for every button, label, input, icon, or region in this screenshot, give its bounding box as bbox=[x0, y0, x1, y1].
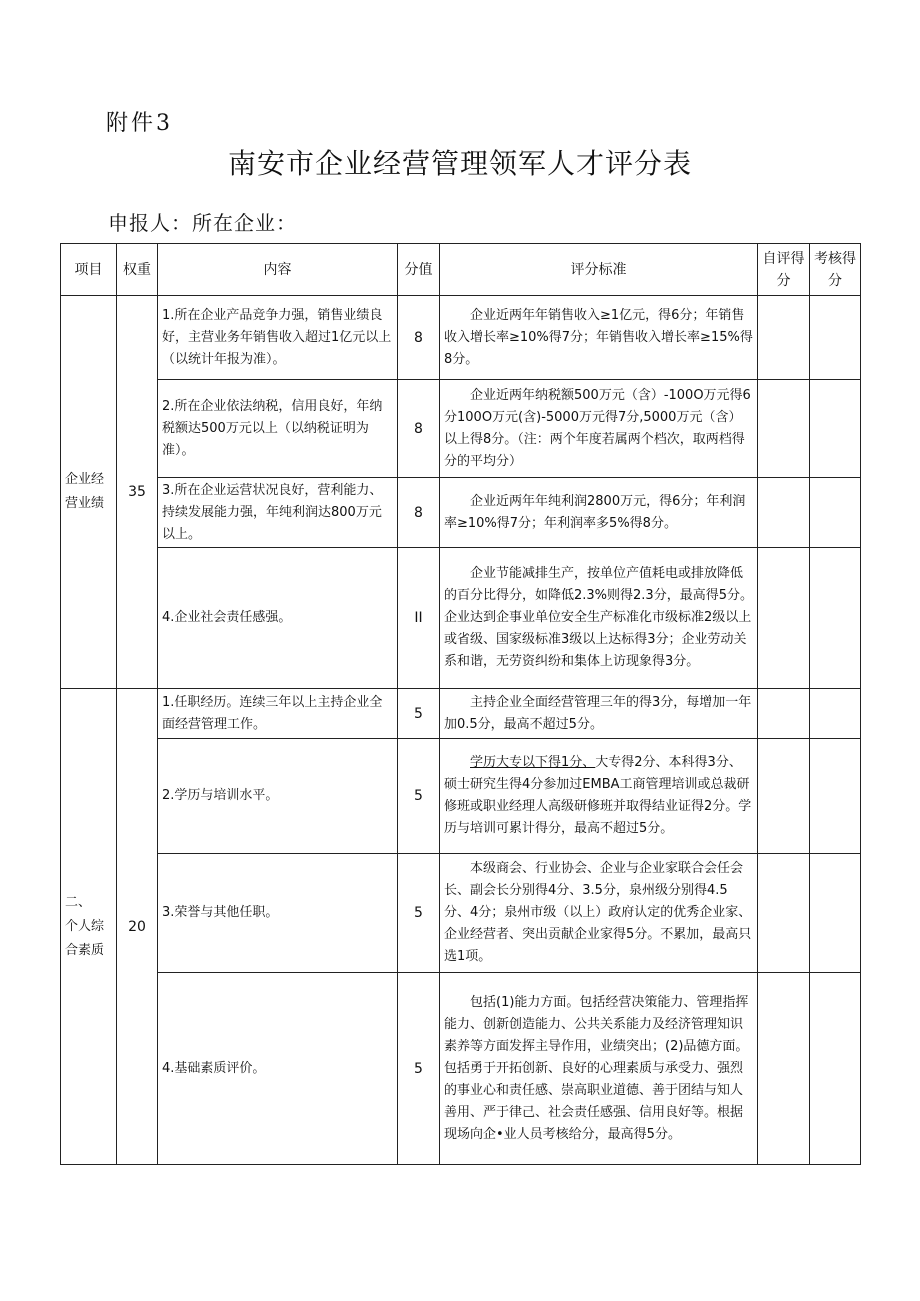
section-weight-cell: 35 bbox=[117, 296, 158, 689]
section-item-cell bbox=[61, 689, 117, 1165]
self-score-input[interactable] bbox=[758, 973, 810, 1165]
section-item-cell bbox=[61, 296, 117, 689]
score-cell: II bbox=[398, 548, 440, 689]
self-score-input[interactable] bbox=[758, 380, 810, 478]
col-header-weight: 权重 bbox=[117, 244, 158, 296]
content-cell: 3.荣誉与其他任职。 bbox=[158, 854, 398, 973]
applicant-line bbox=[108, 207, 297, 236]
section-weight-cell: 20 bbox=[117, 689, 158, 1165]
content-cell: 3.所在企业运营状况良好，营利能力、持续发展能力强，年纯利润达800万元以上。 bbox=[158, 478, 398, 548]
section-item-number: 二、 bbox=[65, 894, 92, 910]
score-cell: 8 bbox=[398, 478, 440, 548]
scoring-table bbox=[60, 243, 861, 1165]
review-score-input[interactable] bbox=[810, 973, 861, 1165]
table-row bbox=[61, 739, 861, 854]
review-score-input[interactable] bbox=[810, 854, 861, 973]
col-header-criteria: 评分标准 bbox=[440, 244, 758, 296]
table-header-row bbox=[61, 244, 861, 296]
table-row bbox=[61, 548, 861, 689]
criteria-cell: 本级商会、行业协会、企业与企业家联合会任会长、副会长分别得4分、3.5分，泉州级分别得4.5分、4分；泉州市级（以上）政府认定的优秀企业家、企业经营者、突出贡献企业家得5分。不累加，最高只选1项。 bbox=[440, 854, 758, 973]
applicant-label: 申报人： bbox=[108, 211, 192, 235]
table-row bbox=[61, 478, 861, 548]
criteria-text: 大专得2分、本科得3分、硕士研究生得4分参加过EMBA工商管理培训或总裁研修班或职业经理人高级研修班并取得结业证得2分。学历与培训可累计得分，最高不超过5分。 bbox=[444, 755, 752, 836]
review-score-input[interactable] bbox=[810, 380, 861, 478]
criteria-cell: 包括(1)能力方面。包括经营决策能力、管理指挥能力、创新创造能力、公共关系能力及经济管理知识素养等方面发挥主导作用，业绩突出；(2)品德方面。包括勇于开拓创新、良好的心理素质与承受力、强烈的事业心和责任感、崇高职业道德、善于团结与知人善用、严于律己、社会责任感强、信用良好等。根据现场向企•业人员考核给分，最高得5分。 bbox=[440, 973, 758, 1165]
self-score-input[interactable] bbox=[758, 478, 810, 548]
content-cell: 4.企业社会责任感强。 bbox=[158, 548, 398, 689]
review-score-input[interactable] bbox=[810, 739, 861, 854]
review-score-input[interactable] bbox=[810, 689, 861, 739]
review-score-input[interactable] bbox=[810, 548, 861, 689]
table-row bbox=[61, 296, 861, 380]
content-cell: 2.学历与培训水平。 bbox=[158, 739, 398, 854]
self-score-input[interactable] bbox=[758, 854, 810, 973]
self-score-input[interactable] bbox=[758, 548, 810, 689]
content-cell: 2.所在企业依法纳税，信用良好，年纳税额达500万元以上（以纳税证明为准）。 bbox=[158, 380, 398, 478]
page-title: 南安市企业经营管理领军人才评分表 bbox=[227, 147, 692, 180]
score-cell: 5 bbox=[398, 854, 440, 973]
content-cell: 4.基础素质评价。 bbox=[158, 973, 398, 1165]
score-cell: 5 bbox=[398, 739, 440, 854]
review-score-input[interactable] bbox=[810, 478, 861, 548]
content-cell: 1.所在企业产品竞争力强，销售业绩良好，主营业务年销售收入超过1亿元以上（以统计年报为准）。 bbox=[158, 296, 398, 380]
score-cell: 8 bbox=[398, 296, 440, 380]
col-header-review-score: 考核得分 bbox=[810, 244, 861, 296]
table-row bbox=[61, 689, 861, 739]
col-header-item: 项目 bbox=[61, 244, 117, 296]
company-label: 所在企业： bbox=[192, 211, 297, 235]
score-cell: 5 bbox=[398, 689, 440, 739]
table-row bbox=[61, 973, 861, 1165]
criteria-cell bbox=[440, 739, 758, 854]
criteria-cell: 企业近两年年纯利润2800万元，得6分；年利润率≥10%得7分；年利润率多5%得8分。 bbox=[440, 478, 758, 548]
score-cell: 5 bbox=[398, 973, 440, 1165]
criteria-cell: 企业节能减排生产，按单位产值耗电或排放降低的百分比得分，如降低2.3%则得2.3分，最高得5分。企业达到企事业单位安全生产标准化市级标准2级以上或省级、国家级标准3级以上达标得3分；企业劳动关系和谐，无劳资纠纷和集体上访现象得3分。 bbox=[440, 548, 758, 689]
col-header-score: 分值 bbox=[398, 244, 440, 296]
col-header-self-score: 自评得分 bbox=[758, 244, 810, 296]
review-score-input[interactable] bbox=[810, 296, 861, 380]
criteria-cell: 主持企业全面经营管理三年的得3分，每增加一年加0.5分，最高不超过5分。 bbox=[440, 689, 758, 739]
table-row bbox=[61, 854, 861, 973]
section-item-label: 个人综合素质 bbox=[65, 918, 105, 958]
criteria-cell: 企业近两年纳税额500万元（含）-100O万元得6分100O万元(含)-5000万元得7分,5000万元（含）以上得8分。（注：两个年度若属两个档次，取两档得分的平均分） bbox=[440, 380, 758, 478]
score-cell: 8 bbox=[398, 380, 440, 478]
table-row bbox=[61, 380, 861, 478]
criteria-cell: 企业近两年年销售收入≥1亿元，得6分；年销售收入增长率≥10%得7分；年销售收入增长率≥15%得8分。 bbox=[440, 296, 758, 380]
attachment-label: 附件3 bbox=[106, 111, 173, 136]
self-score-input[interactable] bbox=[758, 296, 810, 380]
self-score-input[interactable] bbox=[758, 689, 810, 739]
criteria-underlined-text: 学历大专以下得1分、 bbox=[470, 755, 596, 770]
self-score-input[interactable] bbox=[758, 739, 810, 854]
col-header-content: 内容 bbox=[158, 244, 398, 296]
section-item-label: 企业经营业绩 bbox=[65, 472, 105, 511]
content-cell: 1.任职经历。连续三年以上主持企业全面经营管理工作。 bbox=[158, 689, 398, 739]
